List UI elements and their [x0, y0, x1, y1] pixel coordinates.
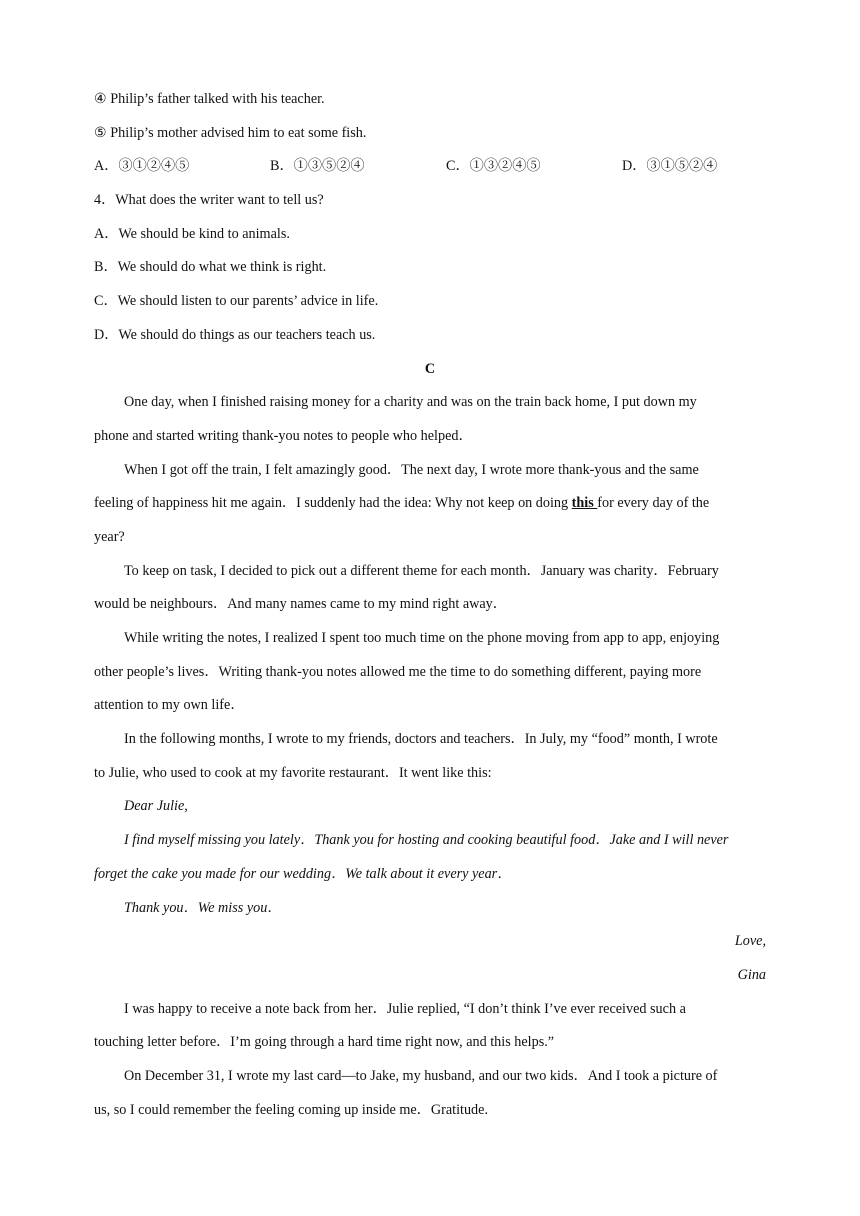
underlined-word: this: [571, 495, 598, 512]
letter-greeting: Dear Julie,: [124, 798, 188, 815]
paragraph-line: year?: [94, 528, 125, 545]
option-a: A．③①②④⑤: [94, 158, 190, 175]
document-page: [94, 86, 766, 1130]
text-span: feeling of happiness hit me again．I suddenly had the idea: Why not keep on doing: [94, 495, 572, 512]
paragraph-line: touching letter before．I’m going through a hard time right now, and this helps.”: [94, 1034, 555, 1051]
letter-line: Thank you．We miss you．: [124, 899, 282, 916]
paragraph-line: In the following months, I wrote to my friends, doctors and teachers．In July, my “food” month, I wrote: [124, 731, 718, 748]
paragraph-line: attention to my own life．: [94, 697, 245, 714]
paragraph-line: I was happy to receive a note back from her．Julie replied, “I don’t think I’ve ever received such a: [124, 1000, 686, 1017]
text-span: for every day of the: [597, 495, 710, 512]
letter-closing: Love,: [734, 933, 766, 950]
paragraph-line: When I got off the train, I felt amazingly good．The next day, I wrote more thank-yous and the same: [124, 461, 699, 478]
paragraph-line: One day, when I finished raising money for a charity and was on the train back home, I put down my: [124, 394, 697, 411]
option-d: D．③①⑤②④: [622, 158, 718, 175]
section-heading: C: [424, 360, 436, 377]
letter-line: forget the cake you made for our wedding．We talk about it every year．: [94, 865, 512, 882]
paragraph-line: phone and started writing thank-you notes to people who helped．: [94, 427, 473, 444]
q4-option-d: D．We should do things as our teachers teach us.: [94, 326, 376, 343]
list-item: ⑤ Philip’s mother advised him to eat some fish.: [94, 124, 367, 141]
letter-line: I find myself missing you lately．Thank you for hosting and cooking beautiful food．Jake and I will never: [124, 832, 729, 849]
q4-option-a: A．We should be kind to animals.: [94, 225, 290, 242]
list-item: ④ Philip’s father talked with his teacher.: [94, 91, 325, 107]
q4-option-b: B．We should do what we think is right.: [94, 259, 327, 276]
paragraph-line: While writing the notes, I realized I spent too much time on the phone moving from app to app, enjoying: [124, 630, 720, 646]
paragraph-line: On December 31, I wrote my last card—to Jake, my husband, and our two kids．And I took a picture of: [124, 1067, 718, 1084]
option-c: C．①③②④⑤: [446, 158, 541, 175]
letter-signature: Gina: [737, 966, 766, 983]
paragraph-line: us, so I could remember the feeling coming up inside me．Gratitude.: [94, 1101, 488, 1118]
paragraph-line: to Julie, who used to cook at my favorite restaurant．It went like this:: [94, 764, 492, 781]
question-4-stem: 4．What does the writer want to tell us?: [94, 192, 324, 209]
paragraph-line: would be neighbours．And many names came to my mind right away．: [94, 596, 507, 613]
option-b: B．①③⑤②④: [270, 158, 365, 175]
paragraph-line: To keep on task, I decided to pick out a different theme for each month．January was charity．February: [124, 562, 719, 579]
q4-option-c: C．We should listen to our parents’ advice in life.: [94, 293, 379, 310]
paragraph-line: [94, 490, 766, 524]
q3-options: [94, 153, 766, 187]
paragraph-line: other people’s lives．Writing thank-you notes allowed me the time to do something different, paying more: [94, 663, 702, 680]
